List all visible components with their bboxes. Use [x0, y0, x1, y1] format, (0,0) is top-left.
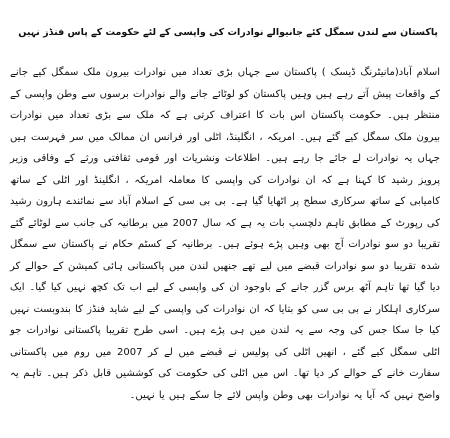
body-line: یہ نوادرات بھی وطن واپس لائے جا سکے ہیں یا نہیں۔: [129, 389, 363, 401]
body-line: میں روم میں پاکستانی سفارت خانے کے حوالے کر دیا تھا۔ اس میں اٹلی کی حکومت کی کوششیں قابل ذکر ہیں۔ تاہم یہ واضح نہیں کہ آیا: [10, 346, 440, 401]
body-line: جہاں یہ نوادرات لے جائے جا رہے ہیں۔ اطلاعات ونشریات اور قومی ثقافتی ورثے کے وفاقی وزیر پرویز رشید کا کہنا ہے کہ ان: [10, 153, 440, 186]
headline: پاکستان سے لندن سمگل کئے جانیوالے نوادرات کی واپسی کے لئے حکومت کے پاس فنڈز نہیں: [18, 27, 438, 38]
article-body: [10, 62, 440, 406]
body-line: کیا گیا۔ ایک سرکاری اہلکار نے بی بی سی کو بتایا کہ ان نوادرات کی واپسی کے لیے شاید فنڈز کا بندوبست نہیں کیا جا سکا جس کی وجہ سے یہ: [10, 282, 440, 337]
body-line: وہیں پاکستان کو لوٹائے جانے والے نوادرات برسوں سے وطن واپسی کے منتظر ہیں۔ حکومت پاکستان اس بات کا اعتراف کرتی ہے کہ: [10, 88, 440, 122]
body-line: اسلام آباد(مانیٹرنگ ڈیسک ) پاکستان سے جہاں بڑی تعداد میں نوادرات بیرون ملک سمگل کیے جانے کے واقعات پیش آتے رہے ہیں: [10, 67, 440, 100]
body-line: نوادرات آج بھی وہیں پڑے ہوئے ہیں۔ برطانیہ کے کسٹم حکام نے پاکستان سے سمگل شدہ تقریبا دو سو نوادرات قبضے میں لیے تھے: [10, 239, 440, 272]
body-line: نوادرات کی واپسی کا معاملہ امریکہ ، انگلینڈ اور اٹلی کے ساتھ کامیابی کے ساتھ سرکاری سطح پر اٹھایا گیا ہے۔ بی بی سی کے اسلام آباد سے: [10, 174, 440, 208]
body-line: لندن میں ہی پڑے ہیں۔ اسی طرح تقریبا پاکستانی نوادرات جو اٹلی سمگل کیے گئے ، انھیں اٹلی کی پولیس نے قبضے میں لے کر 2007: [10, 325, 440, 358]
body-line: نمائندے ہارون رشید کی رپورٹ کے مطابق تاہم دلچسپ بات یہ ہے کہ سال 2007 میں برطانیہ کی جانب سے لوٹائے گئے تقریبا دو سو: [10, 196, 440, 251]
body-line: ملک سے بڑی تعداد میں نوادرات بیرون ملک سمگل کیے گئے ہیں۔ امریکہ ، انگلینڈ، اٹلی اور فرانس ان ممالک میں سر فہرست ہیں: [10, 110, 440, 143]
body-line: جنھیں لندن میں پاکستانی ہائی کمیشن کے حوالے کر دیا گیا تھا تاہم آٹھ برس گزر جانے کے باوجود ان کی واپسی کے لیے اب تک کچھ نہیں: [10, 260, 440, 294]
